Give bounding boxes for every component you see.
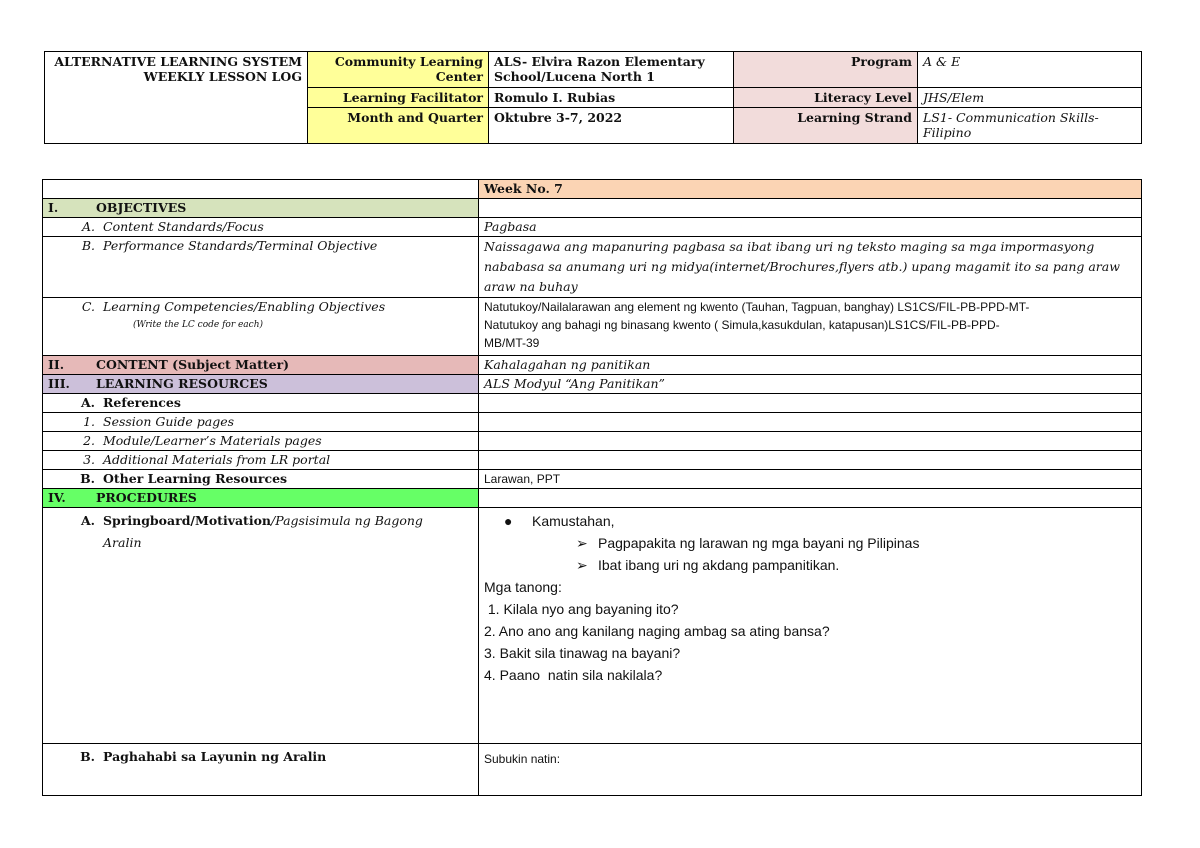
question: 4. Paano natin sila nakilala?	[484, 667, 663, 683]
resources-value: ALS Modyul “Ang Panitikan”	[479, 375, 1142, 394]
performance-standards-label: B. Performance Standards/Terminal Objective	[43, 237, 479, 298]
ref-item: 3. Additional Materials from LR portal	[43, 451, 479, 470]
competencies-label: C. Learning Competencies/Enabling Objectives (Write the LC code for each)	[43, 298, 479, 356]
month-value: Oktubre 3-7, 2022	[489, 108, 734, 144]
springboard-content	[479, 508, 1142, 744]
section-resources: III. LEARNING RESOURCES	[43, 375, 479, 394]
paghahabi-value: Subukin natin:	[479, 744, 1142, 796]
strand-value: LS1- Communication Skills-Filipino	[918, 108, 1142, 144]
literacy-label: Literacy Level	[734, 88, 918, 108]
literacy-value: JHS/Elem	[918, 88, 1142, 108]
content-value: Kahalagahan ng panitikan	[479, 356, 1142, 375]
ref-item: 1. Session Guide pages	[43, 413, 479, 432]
program-value: A & E	[918, 52, 1142, 88]
questions-label: Mga tanong:	[484, 579, 562, 595]
arrow-icon: ➢	[576, 535, 588, 551]
section-procedures: IV. PROCEDURES	[43, 489, 479, 508]
question: 1. Kilala nyo ang bayaning ito?	[484, 601, 679, 617]
header-table	[44, 51, 1142, 144]
arrow-item: ➢ Ibat ibang uri ng akdang pampanitikan.	[484, 554, 1136, 576]
question: 3. Bakit sila tinawag na bayani?	[484, 645, 681, 661]
month-label: Month and Quarter	[308, 108, 489, 144]
performance-standards-value: Naissagawa ang mapanuring pagbasa sa ibat ibang uri ng teksto maging sa mga impormasyong nababasa sa anumang uri ng midya(internet/Brochures,flyers atb.) upang magamit ito sa pang araw araw na buhay	[479, 237, 1142, 298]
bullet-icon: ●	[504, 513, 513, 529]
community-label: Community Learning Center	[308, 52, 489, 88]
lesson-log-table	[42, 179, 1142, 796]
question: 2. Ano ano ang kanilang naging ambag sa ating bansa?	[484, 623, 830, 639]
program-label: Program	[734, 52, 918, 88]
week-number: Week No. 7	[479, 180, 1142, 199]
community-value: ALS- Elvira Razon Elementary School/Lucena North 1	[489, 52, 734, 88]
references-label: A. References	[43, 394, 479, 413]
competencies-value: Natutukoy/Nailalarawan ang element ng kwento (Tauhan, Tagpuan, banghay) LS1CS/FIL-PB-PPD-MT- Natutukoy ang bahagi ng binasang kwento ( Simula,kasukdulan, katapusan)LS1CS/FIL-PB-PPD- MB/MT-39	[479, 298, 1142, 356]
facilitator-value: Romulo I. Rubias	[489, 88, 734, 108]
facilitator-label: Learning Facilitator	[308, 88, 489, 108]
blank-cell	[43, 180, 479, 199]
ref-item: 2. Module/Learner’s Materials pages	[43, 432, 479, 451]
arrow-item: ➢ Pagpapakita ng larawan ng mga bayani ng Pilipinas	[484, 532, 1136, 554]
lc-code-note: (Write the LC code for each)	[133, 320, 264, 330]
section-content: II. CONTENT (Subject Matter)	[43, 356, 479, 375]
strand-label: Learning Strand	[734, 108, 918, 144]
section-objectives: I. OBJECTIVES	[43, 199, 479, 218]
content-standards-value: Pagbasa	[479, 218, 1142, 237]
log-title: ALTERNATIVE LEARNING SYSTEM WEEKLY LESSON LOG	[45, 52, 308, 144]
springboard-label: A. Springboard/Motivation/Pagsisimula ng Bagong Aralin	[43, 508, 479, 744]
arrow-icon: ➢	[576, 557, 588, 573]
content-standards-label: A. Content Standards/Focus	[43, 218, 479, 237]
other-resources-value: Larawan, PPT	[479, 470, 1142, 489]
paghahabi-label: B. Paghahabi sa Layunin ng Aralin	[43, 744, 479, 796]
bullet-item: ● Kamustahan,	[484, 510, 1136, 532]
other-resources-label: B. Other Learning Resources	[43, 470, 479, 489]
